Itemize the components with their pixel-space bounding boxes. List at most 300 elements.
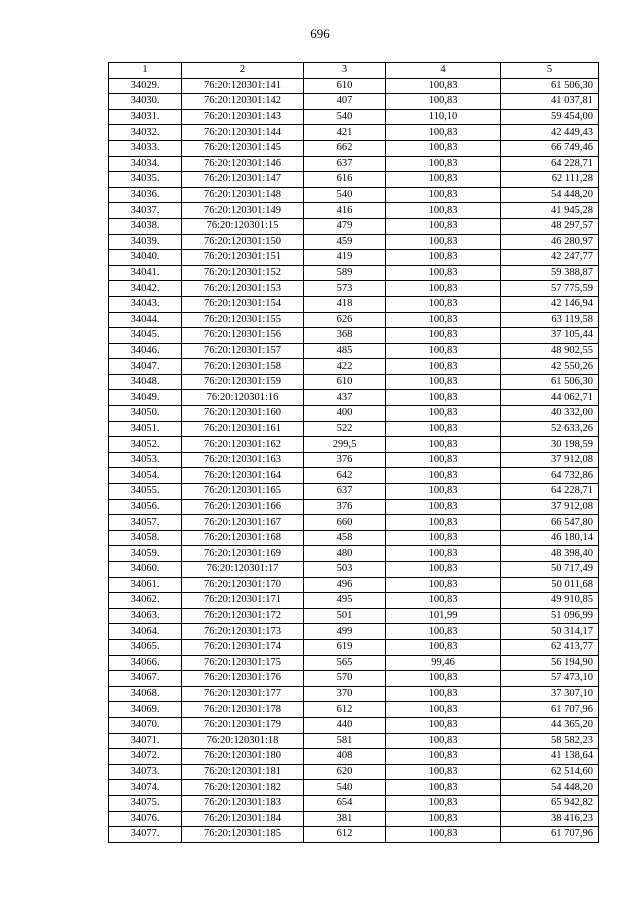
- amount-cell: 30 198,59: [501, 437, 599, 453]
- cadastral-number-cell: 76:20:120301:142: [182, 94, 304, 110]
- row-number-cell: 34063.: [109, 608, 182, 624]
- table-row: [109, 296, 599, 312]
- rate-cell: 100,83: [386, 577, 501, 593]
- rate-cell: 100,83: [386, 312, 501, 328]
- cadastral-number-cell: 76:20:120301:178: [182, 702, 304, 718]
- cadastral-number-cell: 76:20:120301:174: [182, 639, 304, 655]
- rate-cell: 100,83: [386, 125, 501, 141]
- amount-cell: 37 105,44: [501, 328, 599, 344]
- table-row: [109, 203, 599, 219]
- rate-cell: 100,83: [386, 234, 501, 250]
- area-cell: 416: [304, 203, 386, 219]
- column-header-5: 5: [501, 63, 599, 79]
- header-row: [109, 63, 599, 79]
- row-number-cell: 34040.: [109, 250, 182, 266]
- rate-cell: 100,83: [386, 374, 501, 390]
- area-cell: 565: [304, 655, 386, 671]
- rate-cell: 99,46: [386, 655, 501, 671]
- table-row: [109, 655, 599, 671]
- row-number-cell: 34039.: [109, 234, 182, 250]
- rate-cell: 101,99: [386, 608, 501, 624]
- rate-cell: 100,83: [386, 390, 501, 406]
- cadastral-number-cell: 76:20:120301:179: [182, 717, 304, 733]
- table-row: [109, 359, 599, 375]
- row-number-cell: 34044.: [109, 312, 182, 328]
- amount-cell: 54 448,20: [501, 187, 599, 203]
- amount-cell: 44 365,20: [501, 717, 599, 733]
- cadastral-number-cell: 76:20:120301:146: [182, 156, 304, 172]
- rate-cell: 100,83: [386, 717, 501, 733]
- data-table: [108, 62, 599, 843]
- area-cell: 376: [304, 452, 386, 468]
- cadastral-number-cell: 76:20:120301:154: [182, 296, 304, 312]
- cadastral-number-cell: 76:20:120301:15: [182, 218, 304, 234]
- rate-cell: 100,83: [386, 686, 501, 702]
- row-number-cell: 34071.: [109, 733, 182, 749]
- cadastral-number-cell: 76:20:120301:150: [182, 234, 304, 250]
- rate-cell: 100,83: [386, 359, 501, 375]
- cadastral-number-cell: 76:20:120301:147: [182, 172, 304, 188]
- rate-cell: 100,83: [386, 452, 501, 468]
- amount-cell: 41 945,28: [501, 203, 599, 219]
- row-number-cell: 34045.: [109, 328, 182, 344]
- amount-cell: 50 717,49: [501, 562, 599, 578]
- table-row: [109, 250, 599, 266]
- cadastral-number-cell: 76:20:120301:148: [182, 187, 304, 203]
- row-number-cell: 34066.: [109, 655, 182, 671]
- amount-cell: 50 314,17: [501, 624, 599, 640]
- amount-cell: 62 111,28: [501, 172, 599, 188]
- cadastral-number-cell: 76:20:120301:169: [182, 546, 304, 562]
- table-row: [109, 499, 599, 515]
- amount-cell: 50 011,68: [501, 577, 599, 593]
- rate-cell: 100,83: [386, 203, 501, 219]
- table-header: [109, 63, 599, 79]
- cadastral-number-cell: 76:20:120301:171: [182, 593, 304, 609]
- cadastral-number-cell: 76:20:120301:18: [182, 733, 304, 749]
- rate-cell: 100,83: [386, 546, 501, 562]
- rate-cell: 100,83: [386, 156, 501, 172]
- rate-cell: 100,83: [386, 250, 501, 266]
- amount-cell: 61 707,96: [501, 702, 599, 718]
- amount-cell: 49 910,85: [501, 593, 599, 609]
- table-row: [109, 234, 599, 250]
- rate-cell: 100,83: [386, 140, 501, 156]
- table-row: [109, 624, 599, 640]
- cadastral-number-cell: 76:20:120301:17: [182, 562, 304, 578]
- cadastral-number-cell: 76:20:120301:162: [182, 437, 304, 453]
- amount-cell: 51 096,99: [501, 608, 599, 624]
- area-cell: 381: [304, 811, 386, 827]
- rate-cell: 100,83: [386, 811, 501, 827]
- area-cell: 581: [304, 733, 386, 749]
- row-number-cell: 34056.: [109, 499, 182, 515]
- cadastral-number-cell: 76:20:120301:143: [182, 109, 304, 125]
- area-cell: 540: [304, 187, 386, 203]
- table-row: [109, 686, 599, 702]
- row-number-cell: 34055.: [109, 484, 182, 500]
- amount-cell: 59 388,87: [501, 265, 599, 281]
- rate-cell: 100,83: [386, 484, 501, 500]
- rate-cell: 100,83: [386, 218, 501, 234]
- area-cell: 589: [304, 265, 386, 281]
- table-row: [109, 764, 599, 780]
- table-row: [109, 733, 599, 749]
- amount-cell: 66 547,80: [501, 515, 599, 531]
- amount-cell: 48 398,40: [501, 546, 599, 562]
- area-cell: 637: [304, 484, 386, 500]
- table-row: [109, 795, 599, 811]
- rate-cell: 100,83: [386, 328, 501, 344]
- rate-cell: 100,83: [386, 702, 501, 718]
- table-row: [109, 671, 599, 687]
- row-number-cell: 34048.: [109, 374, 182, 390]
- cadastral-number-cell: 76:20:120301:149: [182, 203, 304, 219]
- area-cell: 501: [304, 608, 386, 624]
- column-header-4: 4: [386, 63, 501, 79]
- area-cell: 459: [304, 234, 386, 250]
- row-number-cell: 34053.: [109, 452, 182, 468]
- area-cell: 662: [304, 140, 386, 156]
- cadastral-number-cell: 76:20:120301:163: [182, 452, 304, 468]
- rate-cell: 100,83: [386, 733, 501, 749]
- cadastral-number-cell: 76:20:120301:167: [182, 515, 304, 531]
- cadastral-number-cell: 76:20:120301:151: [182, 250, 304, 266]
- table-row: [109, 328, 599, 344]
- area-cell: 616: [304, 172, 386, 188]
- area-cell: 610: [304, 374, 386, 390]
- cadastral-number-cell: 76:20:120301:184: [182, 811, 304, 827]
- area-cell: 479: [304, 218, 386, 234]
- amount-cell: 38 416,23: [501, 811, 599, 827]
- rate-cell: 100,83: [386, 421, 501, 437]
- row-number-cell: 34038.: [109, 218, 182, 234]
- area-cell: 612: [304, 702, 386, 718]
- area-cell: 654: [304, 795, 386, 811]
- amount-cell: 46 180,14: [501, 530, 599, 546]
- amount-cell: 61 506,30: [501, 78, 599, 94]
- table-row: [109, 94, 599, 110]
- cadastral-number-cell: 76:20:120301:153: [182, 281, 304, 297]
- cadastral-number-cell: 76:20:120301:180: [182, 749, 304, 765]
- amount-cell: 42 550,26: [501, 359, 599, 375]
- table-row: [109, 702, 599, 718]
- area-cell: 407: [304, 94, 386, 110]
- amount-cell: 37 912,08: [501, 499, 599, 515]
- amount-cell: 41 138,64: [501, 749, 599, 765]
- cadastral-number-cell: 76:20:120301:185: [182, 827, 304, 843]
- table-row: [109, 639, 599, 655]
- amount-cell: 42 449,43: [501, 125, 599, 141]
- table-body: [109, 78, 599, 842]
- area-cell: 540: [304, 780, 386, 796]
- amount-cell: 65 942,82: [501, 795, 599, 811]
- area-cell: 619: [304, 639, 386, 655]
- area-cell: 299,5: [304, 437, 386, 453]
- row-number-cell: 34035.: [109, 172, 182, 188]
- table-row: [109, 312, 599, 328]
- area-cell: 400: [304, 406, 386, 422]
- amount-cell: 59 454,00: [501, 109, 599, 125]
- amount-cell: 40 332,00: [501, 406, 599, 422]
- row-number-cell: 34033.: [109, 140, 182, 156]
- table-row: [109, 109, 599, 125]
- area-cell: 421: [304, 125, 386, 141]
- column-header-3: 3: [304, 63, 386, 79]
- area-cell: 612: [304, 827, 386, 843]
- rate-cell: 100,83: [386, 187, 501, 203]
- row-number-cell: 34036.: [109, 187, 182, 203]
- amount-cell: 62 413,77: [501, 639, 599, 655]
- rate-cell: 100,83: [386, 624, 501, 640]
- rate-cell: 100,83: [386, 639, 501, 655]
- amount-cell: 64 732,86: [501, 468, 599, 484]
- cadastral-number-cell: 76:20:120301:141: [182, 78, 304, 94]
- row-number-cell: 34051.: [109, 421, 182, 437]
- amount-cell: 57 473,10: [501, 671, 599, 687]
- cadastral-number-cell: 76:20:120301:16: [182, 390, 304, 406]
- area-cell: 496: [304, 577, 386, 593]
- area-cell: 626: [304, 312, 386, 328]
- area-cell: 610: [304, 78, 386, 94]
- table-row: [109, 577, 599, 593]
- rate-cell: 100,83: [386, 437, 501, 453]
- rate-cell: 100,83: [386, 343, 501, 359]
- cadastral-number-cell: 76:20:120301:166: [182, 499, 304, 515]
- table-row: [109, 452, 599, 468]
- area-cell: 660: [304, 515, 386, 531]
- amount-cell: 63 119,58: [501, 312, 599, 328]
- row-number-cell: 34061.: [109, 577, 182, 593]
- area-cell: 570: [304, 671, 386, 687]
- row-number-cell: 34070.: [109, 717, 182, 733]
- area-cell: 540: [304, 109, 386, 125]
- rate-cell: 100,83: [386, 593, 501, 609]
- amount-cell: 42 247,77: [501, 250, 599, 266]
- rate-cell: 100,83: [386, 780, 501, 796]
- rate-cell: 100,83: [386, 281, 501, 297]
- area-cell: 437: [304, 390, 386, 406]
- cadastral-number-cell: 76:20:120301:144: [182, 125, 304, 141]
- cadastral-number-cell: 76:20:120301:173: [182, 624, 304, 640]
- table-row: [109, 827, 599, 843]
- table-row: [109, 218, 599, 234]
- table-row: [109, 593, 599, 609]
- amount-cell: 52 633,26: [501, 421, 599, 437]
- row-number-cell: 34074.: [109, 780, 182, 796]
- row-number-cell: 34052.: [109, 437, 182, 453]
- rate-cell: 100,83: [386, 78, 501, 94]
- cadastral-number-cell: 76:20:120301:175: [182, 655, 304, 671]
- cadastral-number-cell: 76:20:120301:172: [182, 608, 304, 624]
- rate-cell: 100,83: [386, 499, 501, 515]
- table-row: [109, 172, 599, 188]
- row-number-cell: 34073.: [109, 764, 182, 780]
- amount-cell: 62 514,60: [501, 764, 599, 780]
- area-cell: 503: [304, 562, 386, 578]
- rate-cell: 100,83: [386, 749, 501, 765]
- cadastral-number-cell: 76:20:120301:155: [182, 312, 304, 328]
- row-number-cell: 34034.: [109, 156, 182, 172]
- amount-cell: 57 775,59: [501, 281, 599, 297]
- table-row: [109, 437, 599, 453]
- rate-cell: 100,83: [386, 296, 501, 312]
- row-number-cell: 34030.: [109, 94, 182, 110]
- amount-cell: 58 582,23: [501, 733, 599, 749]
- row-number-cell: 34060.: [109, 562, 182, 578]
- amount-cell: 41 037,81: [501, 94, 599, 110]
- rate-cell: 100,83: [386, 172, 501, 188]
- amount-cell: 66 749,46: [501, 140, 599, 156]
- amount-cell: 64 228,71: [501, 156, 599, 172]
- table-row: [109, 811, 599, 827]
- row-number-cell: 34046.: [109, 343, 182, 359]
- cadastral-number-cell: 76:20:120301:182: [182, 780, 304, 796]
- area-cell: 620: [304, 764, 386, 780]
- table-row: [109, 343, 599, 359]
- cadastral-number-cell: 76:20:120301:181: [182, 764, 304, 780]
- amount-cell: 64 228,71: [501, 484, 599, 500]
- row-number-cell: 34043.: [109, 296, 182, 312]
- area-cell: 419: [304, 250, 386, 266]
- area-cell: 422: [304, 359, 386, 375]
- rate-cell: 100,83: [386, 671, 501, 687]
- table-row: [109, 530, 599, 546]
- table-row: [109, 140, 599, 156]
- rate-cell: 100,83: [386, 530, 501, 546]
- cadastral-number-cell: 76:20:120301:177: [182, 686, 304, 702]
- table-row: [109, 468, 599, 484]
- area-cell: 499: [304, 624, 386, 640]
- amount-cell: 44 062,71: [501, 390, 599, 406]
- rate-cell: 100,83: [386, 827, 501, 843]
- area-cell: 418: [304, 296, 386, 312]
- area-cell: 408: [304, 749, 386, 765]
- row-number-cell: 34068.: [109, 686, 182, 702]
- cadastral-number-cell: 76:20:120301:158: [182, 359, 304, 375]
- row-number-cell: 34077.: [109, 827, 182, 843]
- amount-cell: 56 194,90: [501, 655, 599, 671]
- row-number-cell: 34075.: [109, 795, 182, 811]
- rate-cell: 100,83: [386, 406, 501, 422]
- area-cell: 480: [304, 546, 386, 562]
- table-row: [109, 265, 599, 281]
- rate-cell: 100,83: [386, 94, 501, 110]
- area-cell: 440: [304, 717, 386, 733]
- row-number-cell: 34067.: [109, 671, 182, 687]
- amount-cell: 37 307,10: [501, 686, 599, 702]
- table-row: [109, 515, 599, 531]
- cadastral-number-cell: 76:20:120301:152: [182, 265, 304, 281]
- table-row: [109, 390, 599, 406]
- amount-cell: 48 902,55: [501, 343, 599, 359]
- area-cell: 495: [304, 593, 386, 609]
- rate-cell: 100,83: [386, 265, 501, 281]
- rate-cell: 100,83: [386, 468, 501, 484]
- table-row: [109, 717, 599, 733]
- cadastral-number-cell: 76:20:120301:164: [182, 468, 304, 484]
- area-cell: 637: [304, 156, 386, 172]
- cadastral-number-cell: 76:20:120301:160: [182, 406, 304, 422]
- row-number-cell: 34031.: [109, 109, 182, 125]
- cadastral-number-cell: 76:20:120301:145: [182, 140, 304, 156]
- rate-cell: 100,83: [386, 795, 501, 811]
- area-cell: 573: [304, 281, 386, 297]
- area-cell: 522: [304, 421, 386, 437]
- rate-cell: 100,83: [386, 515, 501, 531]
- row-number-cell: 34050.: [109, 406, 182, 422]
- row-number-cell: 34058.: [109, 530, 182, 546]
- table-row: [109, 281, 599, 297]
- amount-cell: 61 506,30: [501, 374, 599, 390]
- cadastral-number-cell: 76:20:120301:159: [182, 374, 304, 390]
- area-cell: 376: [304, 499, 386, 515]
- table-row: [109, 608, 599, 624]
- table-row: [109, 78, 599, 94]
- column-header-1: 1: [109, 63, 182, 79]
- cadastral-number-cell: 76:20:120301:165: [182, 484, 304, 500]
- rate-cell: 100,83: [386, 562, 501, 578]
- table-row: [109, 187, 599, 203]
- row-number-cell: 34054.: [109, 468, 182, 484]
- row-number-cell: 34032.: [109, 125, 182, 141]
- area-cell: 458: [304, 530, 386, 546]
- row-number-cell: 34047.: [109, 359, 182, 375]
- row-number-cell: 34065.: [109, 639, 182, 655]
- row-number-cell: 34029.: [109, 78, 182, 94]
- cadastral-number-cell: 76:20:120301:161: [182, 421, 304, 437]
- area-cell: 368: [304, 328, 386, 344]
- table-row: [109, 780, 599, 796]
- table-row: [109, 406, 599, 422]
- amount-cell: 54 448,20: [501, 780, 599, 796]
- row-number-cell: 34042.: [109, 281, 182, 297]
- row-number-cell: 34064.: [109, 624, 182, 640]
- table-row: [109, 156, 599, 172]
- table-row: [109, 546, 599, 562]
- table-row: [109, 374, 599, 390]
- cadastral-number-cell: 76:20:120301:157: [182, 343, 304, 359]
- row-number-cell: 34062.: [109, 593, 182, 609]
- area-cell: 485: [304, 343, 386, 359]
- row-number-cell: 34069.: [109, 702, 182, 718]
- amount-cell: 37 912,08: [501, 452, 599, 468]
- amount-cell: 42 146,94: [501, 296, 599, 312]
- amount-cell: 48 297,57: [501, 218, 599, 234]
- table-row: [109, 125, 599, 141]
- amount-cell: 46 280,97: [501, 234, 599, 250]
- area-cell: 370: [304, 686, 386, 702]
- table-row: [109, 484, 599, 500]
- cadastral-number-cell: 76:20:120301:170: [182, 577, 304, 593]
- cadastral-number-cell: 76:20:120301:183: [182, 795, 304, 811]
- table-row: [109, 749, 599, 765]
- row-number-cell: 34059.: [109, 546, 182, 562]
- row-number-cell: 34072.: [109, 749, 182, 765]
- row-number-cell: 34037.: [109, 203, 182, 219]
- row-number-cell: 34041.: [109, 265, 182, 281]
- table-row: [109, 421, 599, 437]
- column-header-2: 2: [182, 63, 304, 79]
- row-number-cell: 34057.: [109, 515, 182, 531]
- cadastral-number-cell: 76:20:120301:168: [182, 530, 304, 546]
- table-row: [109, 562, 599, 578]
- page-number: 696: [310, 26, 330, 41]
- area-cell: 642: [304, 468, 386, 484]
- row-number-cell: 34076.: [109, 811, 182, 827]
- row-number-cell: 34049.: [109, 390, 182, 406]
- amount-cell: 61 707,96: [501, 827, 599, 843]
